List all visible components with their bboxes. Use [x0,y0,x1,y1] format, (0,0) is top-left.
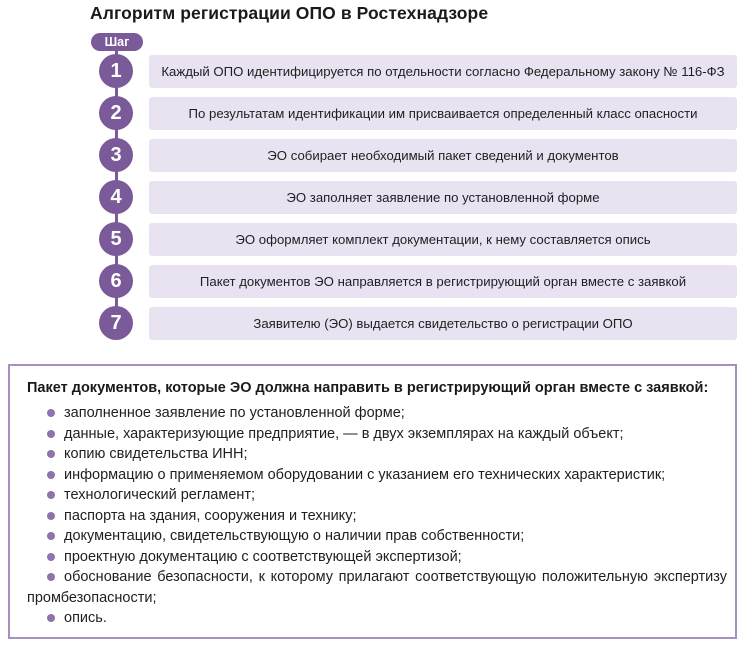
step-label-badge: Шаг [91,33,143,51]
step-number-circle: 5 [99,222,133,256]
list-item-text: паспорта на здания, сооружения и технику; [64,507,357,524]
step-2 [0,97,747,131]
list-item-text: копию свидетельства ИНН; [64,446,248,462]
step-number-circle: 2 [99,96,133,130]
documents-panel [8,364,737,639]
step-description: По результатам идентификации им присваивается определенный класс опасности [149,97,737,130]
step-description: ЭО заполняет заявление по установленной форме [149,181,737,214]
list-item-text: документацию, свидетельствующую о наличии прав собственности; [64,528,525,544]
bullet-icon [47,471,55,479]
list-item [27,547,727,568]
step-number-circle: 1 [99,54,133,88]
bullet-icon [47,614,55,622]
list-item [27,403,727,424]
bullet-icon [47,512,55,520]
list-item-text: технологический регламент; [64,487,256,503]
list-item-text: обоснование безопасности, к которому прилагают соответствующую положительную экспертизу промбезопасности; [27,569,727,606]
list-item [27,465,727,486]
list-item [27,608,727,629]
list-item-text: информацию о применяемом оборудовании с указанием его технических характеристик; [64,466,666,483]
list-item [27,485,727,506]
list-item-text: данные, характеризующие предприятие, — в двух экземплярах на каждый объект; [64,425,624,442]
list-item-text: заполненное заявление по установленной форме; [64,405,405,421]
list-item-text: проектную документацию с соответствующей экспертизой; [64,548,462,565]
bullet-icon [47,491,55,499]
list-item [27,567,727,608]
bullet-icon [47,409,55,417]
step-5 [0,223,747,257]
documents-title: Пакет документов, которые ЭО должна направить в регистрирующий орган вместе с заявкой: [27,380,709,396]
step-number-circle: 6 [99,264,133,298]
step-6 [0,265,747,299]
diagram-title: Алгоритм регистрации ОПО в Ростехнадзоре [90,3,489,23]
step-description: Пакет документов ЭО направляется в регистрирующий орган вместе с заявкой [149,265,737,298]
step-7 [0,307,747,341]
step-number-circle: 3 [99,138,133,172]
bullet-icon [47,450,55,458]
step-4 [0,181,747,215]
bullet-icon [47,553,55,561]
step-3 [0,139,747,173]
bullet-icon [47,532,55,540]
bullet-icon [47,430,55,438]
list-item-text: опись. [64,610,107,626]
list-item [27,526,727,547]
step-number-circle: 7 [99,306,133,340]
documents-list [27,403,727,629]
list-item [27,506,727,527]
step-1 [0,55,747,89]
step-description: ЭО собирает необходимый пакет сведений и документов [149,139,737,172]
step-description: ЭО оформляет комплект документации, к нему составляется опись [149,223,737,256]
step-description: Заявителю (ЭО) выдается свидетельство о регистрации ОПО [149,307,737,340]
list-item [27,444,727,465]
step-description: Каждый ОПО идентифицируется по отдельности согласно Федеральному закону № 116-ФЗ [149,55,737,88]
list-item [27,424,727,445]
step-number-circle: 4 [99,180,133,214]
bullet-icon [47,573,55,581]
